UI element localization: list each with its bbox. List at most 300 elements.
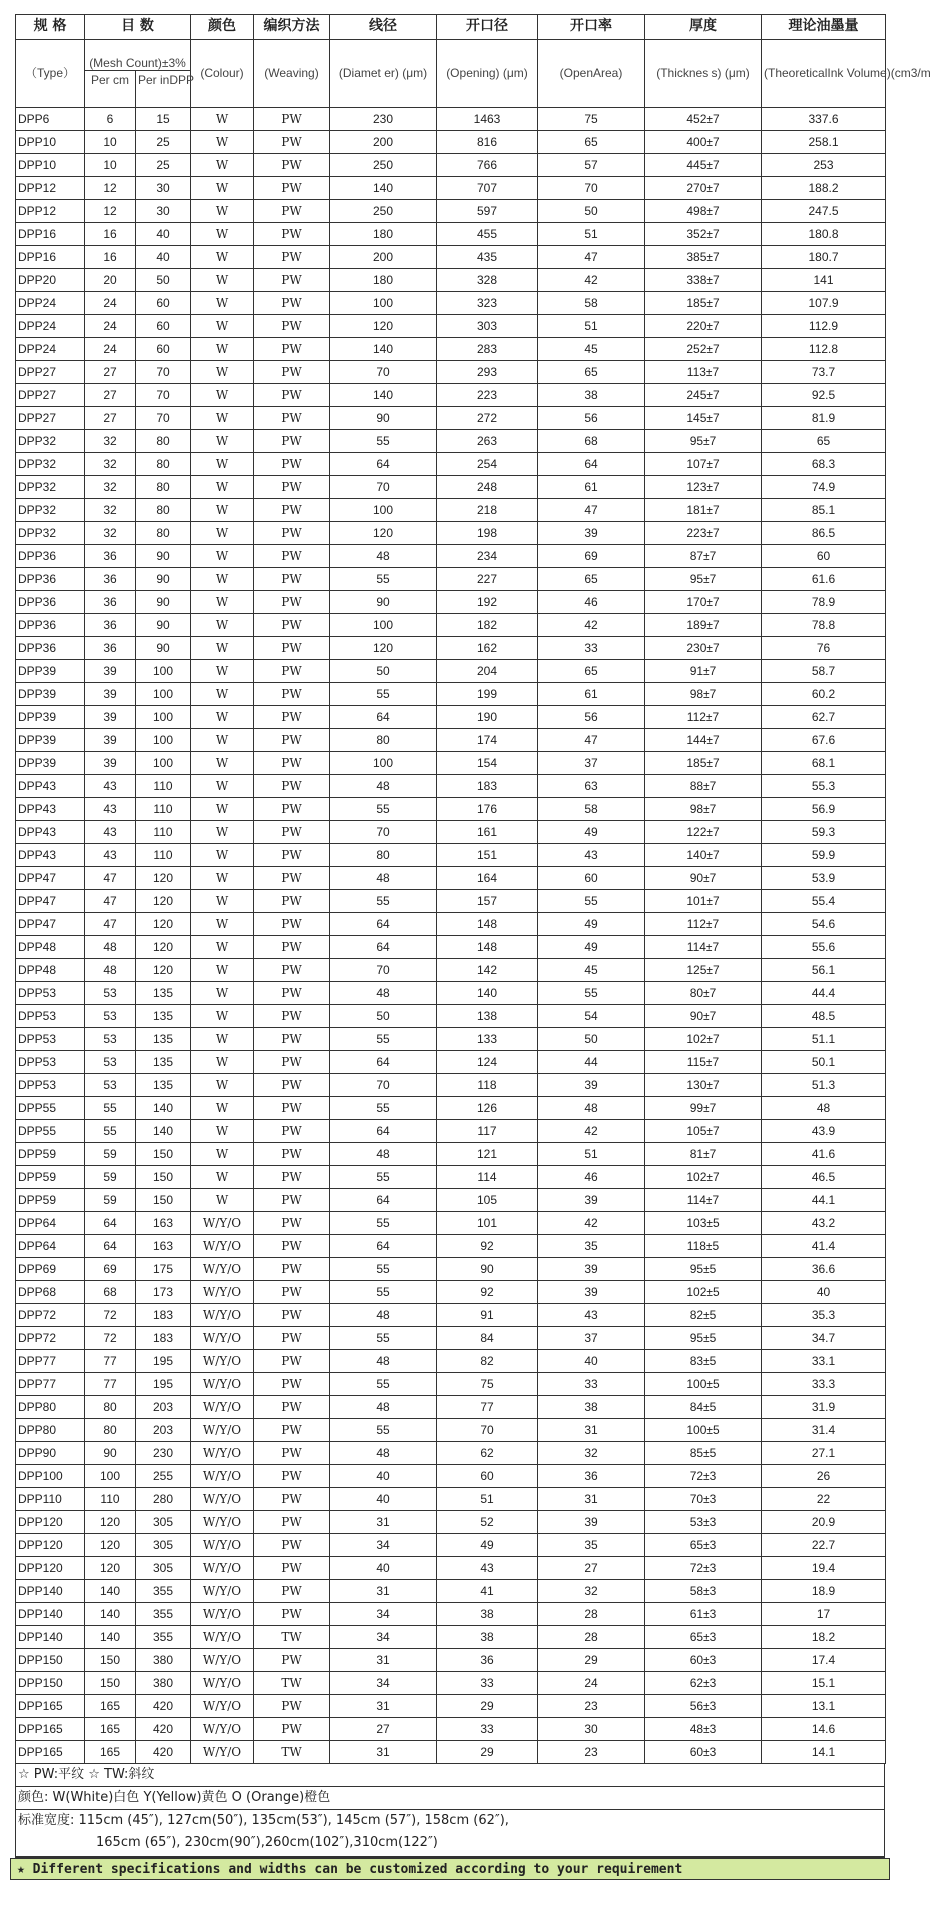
cell-type: DPP27 bbox=[16, 384, 85, 407]
cell-opening: 435 bbox=[437, 246, 538, 269]
cell-opening: 248 bbox=[437, 476, 538, 499]
cell-colour: W/Y/O bbox=[191, 1373, 254, 1396]
cell-mesh-per-in: 203 bbox=[136, 1396, 191, 1419]
cell-open-area: 60 bbox=[538, 867, 645, 890]
cell-colour: W/Y/O bbox=[191, 1488, 254, 1511]
table-row bbox=[16, 844, 886, 867]
cell-open-area: 24 bbox=[538, 1672, 645, 1695]
cell-ink-volume: 180.8 bbox=[762, 223, 886, 246]
cell-opening: 816 bbox=[437, 131, 538, 154]
cell-ink-volume: 17 bbox=[762, 1603, 886, 1626]
cell-type: DPP53 bbox=[16, 1051, 85, 1074]
table-row bbox=[16, 591, 886, 614]
cell-type: DPP165 bbox=[16, 1718, 85, 1741]
cell-weaving: PW bbox=[254, 706, 330, 729]
cell-open-area: 46 bbox=[538, 1166, 645, 1189]
cell-weaving: PW bbox=[254, 453, 330, 476]
cell-mesh-per-cm: 39 bbox=[85, 752, 136, 775]
cell-colour: W bbox=[191, 1051, 254, 1074]
cell-open-area: 64 bbox=[538, 453, 645, 476]
cell-thickness: 88±7 bbox=[645, 775, 762, 798]
cell-open-area: 27 bbox=[538, 1557, 645, 1580]
cell-opening: 766 bbox=[437, 154, 538, 177]
cell-mesh-per-cm: 59 bbox=[85, 1143, 136, 1166]
cell-mesh-per-in: 50 bbox=[136, 269, 191, 292]
cell-ink-volume: 65 bbox=[762, 430, 886, 453]
cell-opening: 1463 bbox=[437, 108, 538, 131]
cell-open-area: 49 bbox=[538, 936, 645, 959]
table-row bbox=[16, 1304, 886, 1327]
cell-colour: W bbox=[191, 959, 254, 982]
cell-mesh-per-cm: 27 bbox=[85, 361, 136, 384]
cell-diameter: 55 bbox=[330, 890, 437, 913]
cell-diameter: 64 bbox=[330, 936, 437, 959]
header-diameter-en: (Diamet er) (μm) bbox=[330, 40, 437, 108]
cell-diameter: 64 bbox=[330, 913, 437, 936]
cell-weaving: PW bbox=[254, 1189, 330, 1212]
cell-mesh-per-in: 70 bbox=[136, 407, 191, 430]
table-row bbox=[16, 1258, 886, 1281]
cell-thickness: 100±5 bbox=[645, 1419, 762, 1442]
table-row bbox=[16, 798, 886, 821]
cell-weaving: PW bbox=[254, 729, 330, 752]
cell-type: DPP48 bbox=[16, 959, 85, 982]
cell-ink-volume: 43.9 bbox=[762, 1120, 886, 1143]
cell-diameter: 48 bbox=[330, 1442, 437, 1465]
cell-diameter: 55 bbox=[330, 1373, 437, 1396]
cell-thickness: 83±5 bbox=[645, 1350, 762, 1373]
header-ink-cn: 理论油墨量 bbox=[762, 15, 886, 40]
cell-diameter: 100 bbox=[330, 499, 437, 522]
table-row bbox=[16, 1741, 886, 1764]
cell-diameter: 34 bbox=[330, 1626, 437, 1649]
cell-mesh-per-in: 380 bbox=[136, 1672, 191, 1695]
cell-colour: W bbox=[191, 361, 254, 384]
cell-type: DPP32 bbox=[16, 499, 85, 522]
cell-type: DPP53 bbox=[16, 1074, 85, 1097]
cell-type: DPP150 bbox=[16, 1649, 85, 1672]
cell-mesh-per-cm: 27 bbox=[85, 407, 136, 430]
cell-open-area: 55 bbox=[538, 890, 645, 913]
cell-diameter: 31 bbox=[330, 1649, 437, 1672]
cell-diameter: 40 bbox=[330, 1488, 437, 1511]
cell-type: DPP55 bbox=[16, 1120, 85, 1143]
cell-type: DPP32 bbox=[16, 453, 85, 476]
cell-colour: W bbox=[191, 430, 254, 453]
cell-type: DPP12 bbox=[16, 200, 85, 223]
cell-mesh-per-in: 80 bbox=[136, 476, 191, 499]
cell-mesh-per-cm: 72 bbox=[85, 1304, 136, 1327]
cell-ink-volume: 60 bbox=[762, 545, 886, 568]
cell-mesh-per-in: 90 bbox=[136, 637, 191, 660]
cell-ink-volume: 20.9 bbox=[762, 1511, 886, 1534]
cell-thickness: 53±3 bbox=[645, 1511, 762, 1534]
cell-open-area: 45 bbox=[538, 959, 645, 982]
cell-diameter: 34 bbox=[330, 1672, 437, 1695]
cell-diameter: 140 bbox=[330, 338, 437, 361]
cell-weaving: PW bbox=[254, 1051, 330, 1074]
cell-mesh-per-cm: 43 bbox=[85, 775, 136, 798]
cell-diameter: 48 bbox=[330, 1143, 437, 1166]
cell-weaving: PW bbox=[254, 1603, 330, 1626]
cell-mesh-per-cm: 69 bbox=[85, 1258, 136, 1281]
cell-weaving: PW bbox=[254, 430, 330, 453]
colour-legend: 颜色: W(White)白色 Y(Yellow)黄色 O (Orange)橙色 bbox=[16, 1787, 884, 1810]
cell-mesh-per-in: 15 bbox=[136, 108, 191, 131]
cell-open-area: 32 bbox=[538, 1442, 645, 1465]
cell-diameter: 55 bbox=[330, 1419, 437, 1442]
cell-colour: W bbox=[191, 108, 254, 131]
cell-colour: W/Y/O bbox=[191, 1304, 254, 1327]
cell-colour: W bbox=[191, 637, 254, 660]
cell-mesh-per-in: 70 bbox=[136, 384, 191, 407]
cell-diameter: 230 bbox=[330, 108, 437, 131]
cell-open-area: 37 bbox=[538, 752, 645, 775]
cell-mesh-per-in: 195 bbox=[136, 1373, 191, 1396]
cell-weaving: PW bbox=[254, 982, 330, 1005]
cell-open-area: 29 bbox=[538, 1649, 645, 1672]
table-row bbox=[16, 1557, 886, 1580]
cell-ink-volume: 31.4 bbox=[762, 1419, 886, 1442]
cell-open-area: 61 bbox=[538, 683, 645, 706]
cell-weaving: PW bbox=[254, 890, 330, 913]
cell-open-area: 42 bbox=[538, 269, 645, 292]
table-row bbox=[16, 269, 886, 292]
cell-weaving: PW bbox=[254, 1235, 330, 1258]
table-row bbox=[16, 453, 886, 476]
cell-opening: 707 bbox=[437, 177, 538, 200]
cell-mesh-per-in: 100 bbox=[136, 660, 191, 683]
cell-colour: W/Y/O bbox=[191, 1327, 254, 1350]
cell-mesh-per-cm: 39 bbox=[85, 706, 136, 729]
cell-mesh-per-in: 135 bbox=[136, 1005, 191, 1028]
cell-open-area: 30 bbox=[538, 1718, 645, 1741]
cell-ink-volume: 19.4 bbox=[762, 1557, 886, 1580]
cell-mesh-per-in: 305 bbox=[136, 1557, 191, 1580]
cell-thickness: 181±7 bbox=[645, 499, 762, 522]
table-row bbox=[16, 729, 886, 752]
cell-ink-volume: 258.1 bbox=[762, 131, 886, 154]
cell-ink-volume: 55.4 bbox=[762, 890, 886, 913]
cell-colour: W/Y/O bbox=[191, 1511, 254, 1534]
cell-type: DPP53 bbox=[16, 1005, 85, 1028]
table-row bbox=[16, 568, 886, 591]
cell-open-area: 69 bbox=[538, 545, 645, 568]
cell-weaving: PW bbox=[254, 798, 330, 821]
cell-thickness: 98±7 bbox=[645, 683, 762, 706]
cell-diameter: 55 bbox=[330, 683, 437, 706]
cell-opening: 92 bbox=[437, 1235, 538, 1258]
cell-colour: W bbox=[191, 1097, 254, 1120]
cell-open-area: 68 bbox=[538, 430, 645, 453]
cell-type: DPP12 bbox=[16, 177, 85, 200]
cell-mesh-per-cm: 53 bbox=[85, 982, 136, 1005]
cell-type: DPP36 bbox=[16, 545, 85, 568]
cell-mesh-per-cm: 165 bbox=[85, 1695, 136, 1718]
cell-mesh-per-in: 25 bbox=[136, 154, 191, 177]
cell-thickness: 122±7 bbox=[645, 821, 762, 844]
cell-diameter: 80 bbox=[330, 729, 437, 752]
cell-diameter: 100 bbox=[330, 614, 437, 637]
customization-banner: ★ Different specifications and widths can be customized according to your requirement bbox=[10, 1858, 890, 1880]
cell-opening: 182 bbox=[437, 614, 538, 637]
cell-thickness: 87±7 bbox=[645, 545, 762, 568]
cell-opening: 49 bbox=[437, 1534, 538, 1557]
cell-mesh-per-in: 90 bbox=[136, 545, 191, 568]
table-row bbox=[16, 1396, 886, 1419]
cell-diameter: 180 bbox=[330, 269, 437, 292]
cell-thickness: 112±7 bbox=[645, 706, 762, 729]
cell-ink-volume: 33.3 bbox=[762, 1373, 886, 1396]
cell-diameter: 140 bbox=[330, 384, 437, 407]
cell-thickness: 185±7 bbox=[645, 292, 762, 315]
cell-mesh-per-in: 80 bbox=[136, 499, 191, 522]
cell-mesh-per-cm: 32 bbox=[85, 499, 136, 522]
table-row bbox=[16, 959, 886, 982]
cell-opening: 43 bbox=[437, 1557, 538, 1580]
cell-open-area: 55 bbox=[538, 982, 645, 1005]
cell-mesh-per-cm: 10 bbox=[85, 154, 136, 177]
cell-open-area: 54 bbox=[538, 1005, 645, 1028]
cell-mesh-per-in: 255 bbox=[136, 1465, 191, 1488]
cell-thickness: 130±7 bbox=[645, 1074, 762, 1097]
cell-mesh-per-cm: 20 bbox=[85, 269, 136, 292]
cell-colour: W bbox=[191, 591, 254, 614]
cell-type: DPP64 bbox=[16, 1235, 85, 1258]
cell-mesh-per-in: 70 bbox=[136, 361, 191, 384]
cell-diameter: 31 bbox=[330, 1580, 437, 1603]
cell-ink-volume: 188.2 bbox=[762, 177, 886, 200]
table-row bbox=[16, 936, 886, 959]
cell-mesh-per-cm: 68 bbox=[85, 1281, 136, 1304]
cell-type: DPP36 bbox=[16, 637, 85, 660]
cell-opening: 118 bbox=[437, 1074, 538, 1097]
cell-colour: W/Y/O bbox=[191, 1626, 254, 1649]
cell-opening: 218 bbox=[437, 499, 538, 522]
cell-opening: 140 bbox=[437, 982, 538, 1005]
table-row bbox=[16, 1097, 886, 1120]
cell-opening: 36 bbox=[437, 1649, 538, 1672]
header-weaving-cn: 编织方法 bbox=[254, 15, 330, 40]
table-row bbox=[16, 660, 886, 683]
cell-open-area: 70 bbox=[538, 177, 645, 200]
cell-weaving: PW bbox=[254, 1695, 330, 1718]
table-row bbox=[16, 407, 886, 430]
cell-colour: W bbox=[191, 476, 254, 499]
cell-mesh-per-cm: 47 bbox=[85, 890, 136, 913]
cell-type: DPP55 bbox=[16, 1097, 85, 1120]
cell-thickness: 498±7 bbox=[645, 200, 762, 223]
cell-type: DPP77 bbox=[16, 1373, 85, 1396]
cell-weaving: PW bbox=[254, 154, 330, 177]
cell-diameter: 48 bbox=[330, 982, 437, 1005]
cell-diameter: 31 bbox=[330, 1511, 437, 1534]
cell-type: DPP24 bbox=[16, 315, 85, 338]
cell-colour: W bbox=[191, 844, 254, 867]
cell-mesh-per-cm: 36 bbox=[85, 568, 136, 591]
cell-colour: W bbox=[191, 384, 254, 407]
cell-open-area: 49 bbox=[538, 821, 645, 844]
cell-ink-volume: 18.2 bbox=[762, 1626, 886, 1649]
cell-colour: W bbox=[191, 545, 254, 568]
cell-open-area: 42 bbox=[538, 1212, 645, 1235]
cell-mesh-per-cm: 27 bbox=[85, 384, 136, 407]
cell-mesh-per-in: 420 bbox=[136, 1741, 191, 1764]
cell-diameter: 180 bbox=[330, 223, 437, 246]
cell-thickness: 107±7 bbox=[645, 453, 762, 476]
cell-type: DPP120 bbox=[16, 1511, 85, 1534]
cell-thickness: 452±7 bbox=[645, 108, 762, 131]
cell-ink-volume: 112.8 bbox=[762, 338, 886, 361]
cell-diameter: 48 bbox=[330, 867, 437, 890]
cell-mesh-per-cm: 47 bbox=[85, 913, 136, 936]
cell-diameter: 200 bbox=[330, 131, 437, 154]
cell-diameter: 55 bbox=[330, 1028, 437, 1051]
cell-mesh-per-in: 183 bbox=[136, 1304, 191, 1327]
cell-mesh-per-in: 163 bbox=[136, 1235, 191, 1258]
cell-mesh-per-in: 150 bbox=[136, 1189, 191, 1212]
cell-type: DPP64 bbox=[16, 1212, 85, 1235]
cell-thickness: 85±5 bbox=[645, 1442, 762, 1465]
cell-open-area: 50 bbox=[538, 200, 645, 223]
cell-open-area: 42 bbox=[538, 1120, 645, 1143]
header-weaving-en: (Weaving) bbox=[254, 40, 330, 108]
cell-diameter: 55 bbox=[330, 1258, 437, 1281]
cell-thickness: 70±3 bbox=[645, 1488, 762, 1511]
cell-mesh-per-cm: 59 bbox=[85, 1189, 136, 1212]
cell-open-area: 31 bbox=[538, 1488, 645, 1511]
cell-colour: W bbox=[191, 614, 254, 637]
table-row bbox=[16, 913, 886, 936]
cell-weaving: PW bbox=[254, 1488, 330, 1511]
cell-type: DPP39 bbox=[16, 729, 85, 752]
table-row bbox=[16, 361, 886, 384]
cell-weaving: PW bbox=[254, 407, 330, 430]
cell-open-area: 51 bbox=[538, 1143, 645, 1166]
cell-ink-volume: 92.5 bbox=[762, 384, 886, 407]
cell-colour: W/Y/O bbox=[191, 1695, 254, 1718]
cell-thickness: 144±7 bbox=[645, 729, 762, 752]
cell-open-area: 65 bbox=[538, 131, 645, 154]
cell-weaving: PW bbox=[254, 1304, 330, 1327]
cell-mesh-per-in: 120 bbox=[136, 890, 191, 913]
cell-weaving: PW bbox=[254, 1419, 330, 1442]
cell-colour: W/Y/O bbox=[191, 1534, 254, 1557]
cell-ink-volume: 247.5 bbox=[762, 200, 886, 223]
cell-open-area: 61 bbox=[538, 476, 645, 499]
cell-weaving: PW bbox=[254, 315, 330, 338]
cell-mesh-per-in: 100 bbox=[136, 683, 191, 706]
cell-mesh-per-cm: 55 bbox=[85, 1120, 136, 1143]
cell-type: DPP80 bbox=[16, 1396, 85, 1419]
cell-mesh-per-in: 110 bbox=[136, 821, 191, 844]
cell-ink-volume: 33.1 bbox=[762, 1350, 886, 1373]
table-row bbox=[16, 292, 886, 315]
cell-ink-volume: 50.1 bbox=[762, 1051, 886, 1074]
cell-opening: 29 bbox=[437, 1741, 538, 1764]
table-row bbox=[16, 1488, 886, 1511]
cell-mesh-per-cm: 36 bbox=[85, 614, 136, 637]
cell-mesh-per-cm: 100 bbox=[85, 1465, 136, 1488]
cell-colour: W bbox=[191, 568, 254, 591]
cell-colour: W bbox=[191, 131, 254, 154]
cell-mesh-per-cm: 32 bbox=[85, 522, 136, 545]
cell-ink-volume: 141 bbox=[762, 269, 886, 292]
cell-mesh-per-cm: 12 bbox=[85, 177, 136, 200]
cell-open-area: 37 bbox=[538, 1327, 645, 1350]
table-row bbox=[16, 430, 886, 453]
cell-thickness: 270±7 bbox=[645, 177, 762, 200]
cell-diameter: 55 bbox=[330, 1166, 437, 1189]
cell-ink-volume: 253 bbox=[762, 154, 886, 177]
cell-opening: 77 bbox=[437, 1396, 538, 1419]
cell-weaving: PW bbox=[254, 660, 330, 683]
cell-mesh-per-cm: 150 bbox=[85, 1649, 136, 1672]
cell-opening: 91 bbox=[437, 1304, 538, 1327]
cell-colour: W bbox=[191, 1028, 254, 1051]
cell-mesh-per-in: 110 bbox=[136, 798, 191, 821]
cell-mesh-per-cm: 64 bbox=[85, 1235, 136, 1258]
cell-weaving: PW bbox=[254, 637, 330, 660]
cell-mesh-per-cm: 32 bbox=[85, 430, 136, 453]
cell-ink-volume: 62.7 bbox=[762, 706, 886, 729]
cell-open-area: 57 bbox=[538, 154, 645, 177]
cell-ink-volume: 13.1 bbox=[762, 1695, 886, 1718]
cell-weaving: PW bbox=[254, 1718, 330, 1741]
cell-mesh-per-in: 90 bbox=[136, 568, 191, 591]
cell-opening: 157 bbox=[437, 890, 538, 913]
cell-diameter: 100 bbox=[330, 752, 437, 775]
cell-mesh-per-in: 25 bbox=[136, 131, 191, 154]
cell-opening: 455 bbox=[437, 223, 538, 246]
cell-weaving: PW bbox=[254, 1373, 330, 1396]
cell-colour: W bbox=[191, 683, 254, 706]
table-row bbox=[16, 154, 886, 177]
cell-mesh-per-cm: 72 bbox=[85, 1327, 136, 1350]
cell-mesh-per-cm: 24 bbox=[85, 292, 136, 315]
cell-mesh-per-in: 355 bbox=[136, 1626, 191, 1649]
cell-weaving: PW bbox=[254, 1534, 330, 1557]
header-per-in: Per inDPP bbox=[136, 71, 191, 108]
cell-type: DPP77 bbox=[16, 1350, 85, 1373]
cell-thickness: 185±7 bbox=[645, 752, 762, 775]
cell-mesh-per-cm: 53 bbox=[85, 1074, 136, 1097]
cell-type: DPP39 bbox=[16, 706, 85, 729]
cell-diameter: 90 bbox=[330, 407, 437, 430]
cell-ink-volume: 55.6 bbox=[762, 936, 886, 959]
cell-mesh-per-in: 195 bbox=[136, 1350, 191, 1373]
cell-colour: W/Y/O bbox=[191, 1396, 254, 1419]
cell-weaving: PW bbox=[254, 384, 330, 407]
cell-ink-volume: 48 bbox=[762, 1097, 886, 1120]
cell-open-area: 39 bbox=[538, 1189, 645, 1212]
cell-opening: 105 bbox=[437, 1189, 538, 1212]
cell-weaving: PW bbox=[254, 1442, 330, 1465]
table-row bbox=[16, 1327, 886, 1350]
cell-type: DPP48 bbox=[16, 936, 85, 959]
cell-weaving: PW bbox=[254, 1350, 330, 1373]
cell-opening: 204 bbox=[437, 660, 538, 683]
spec-sheet bbox=[15, 14, 931, 1880]
cell-thickness: 445±7 bbox=[645, 154, 762, 177]
cell-mesh-per-cm: 90 bbox=[85, 1442, 136, 1465]
cell-ink-volume: 81.9 bbox=[762, 407, 886, 430]
cell-mesh-per-cm: 77 bbox=[85, 1373, 136, 1396]
cell-thickness: 252±7 bbox=[645, 338, 762, 361]
cell-ink-volume: 41.6 bbox=[762, 1143, 886, 1166]
cell-opening: 198 bbox=[437, 522, 538, 545]
cell-opening: 51 bbox=[437, 1488, 538, 1511]
